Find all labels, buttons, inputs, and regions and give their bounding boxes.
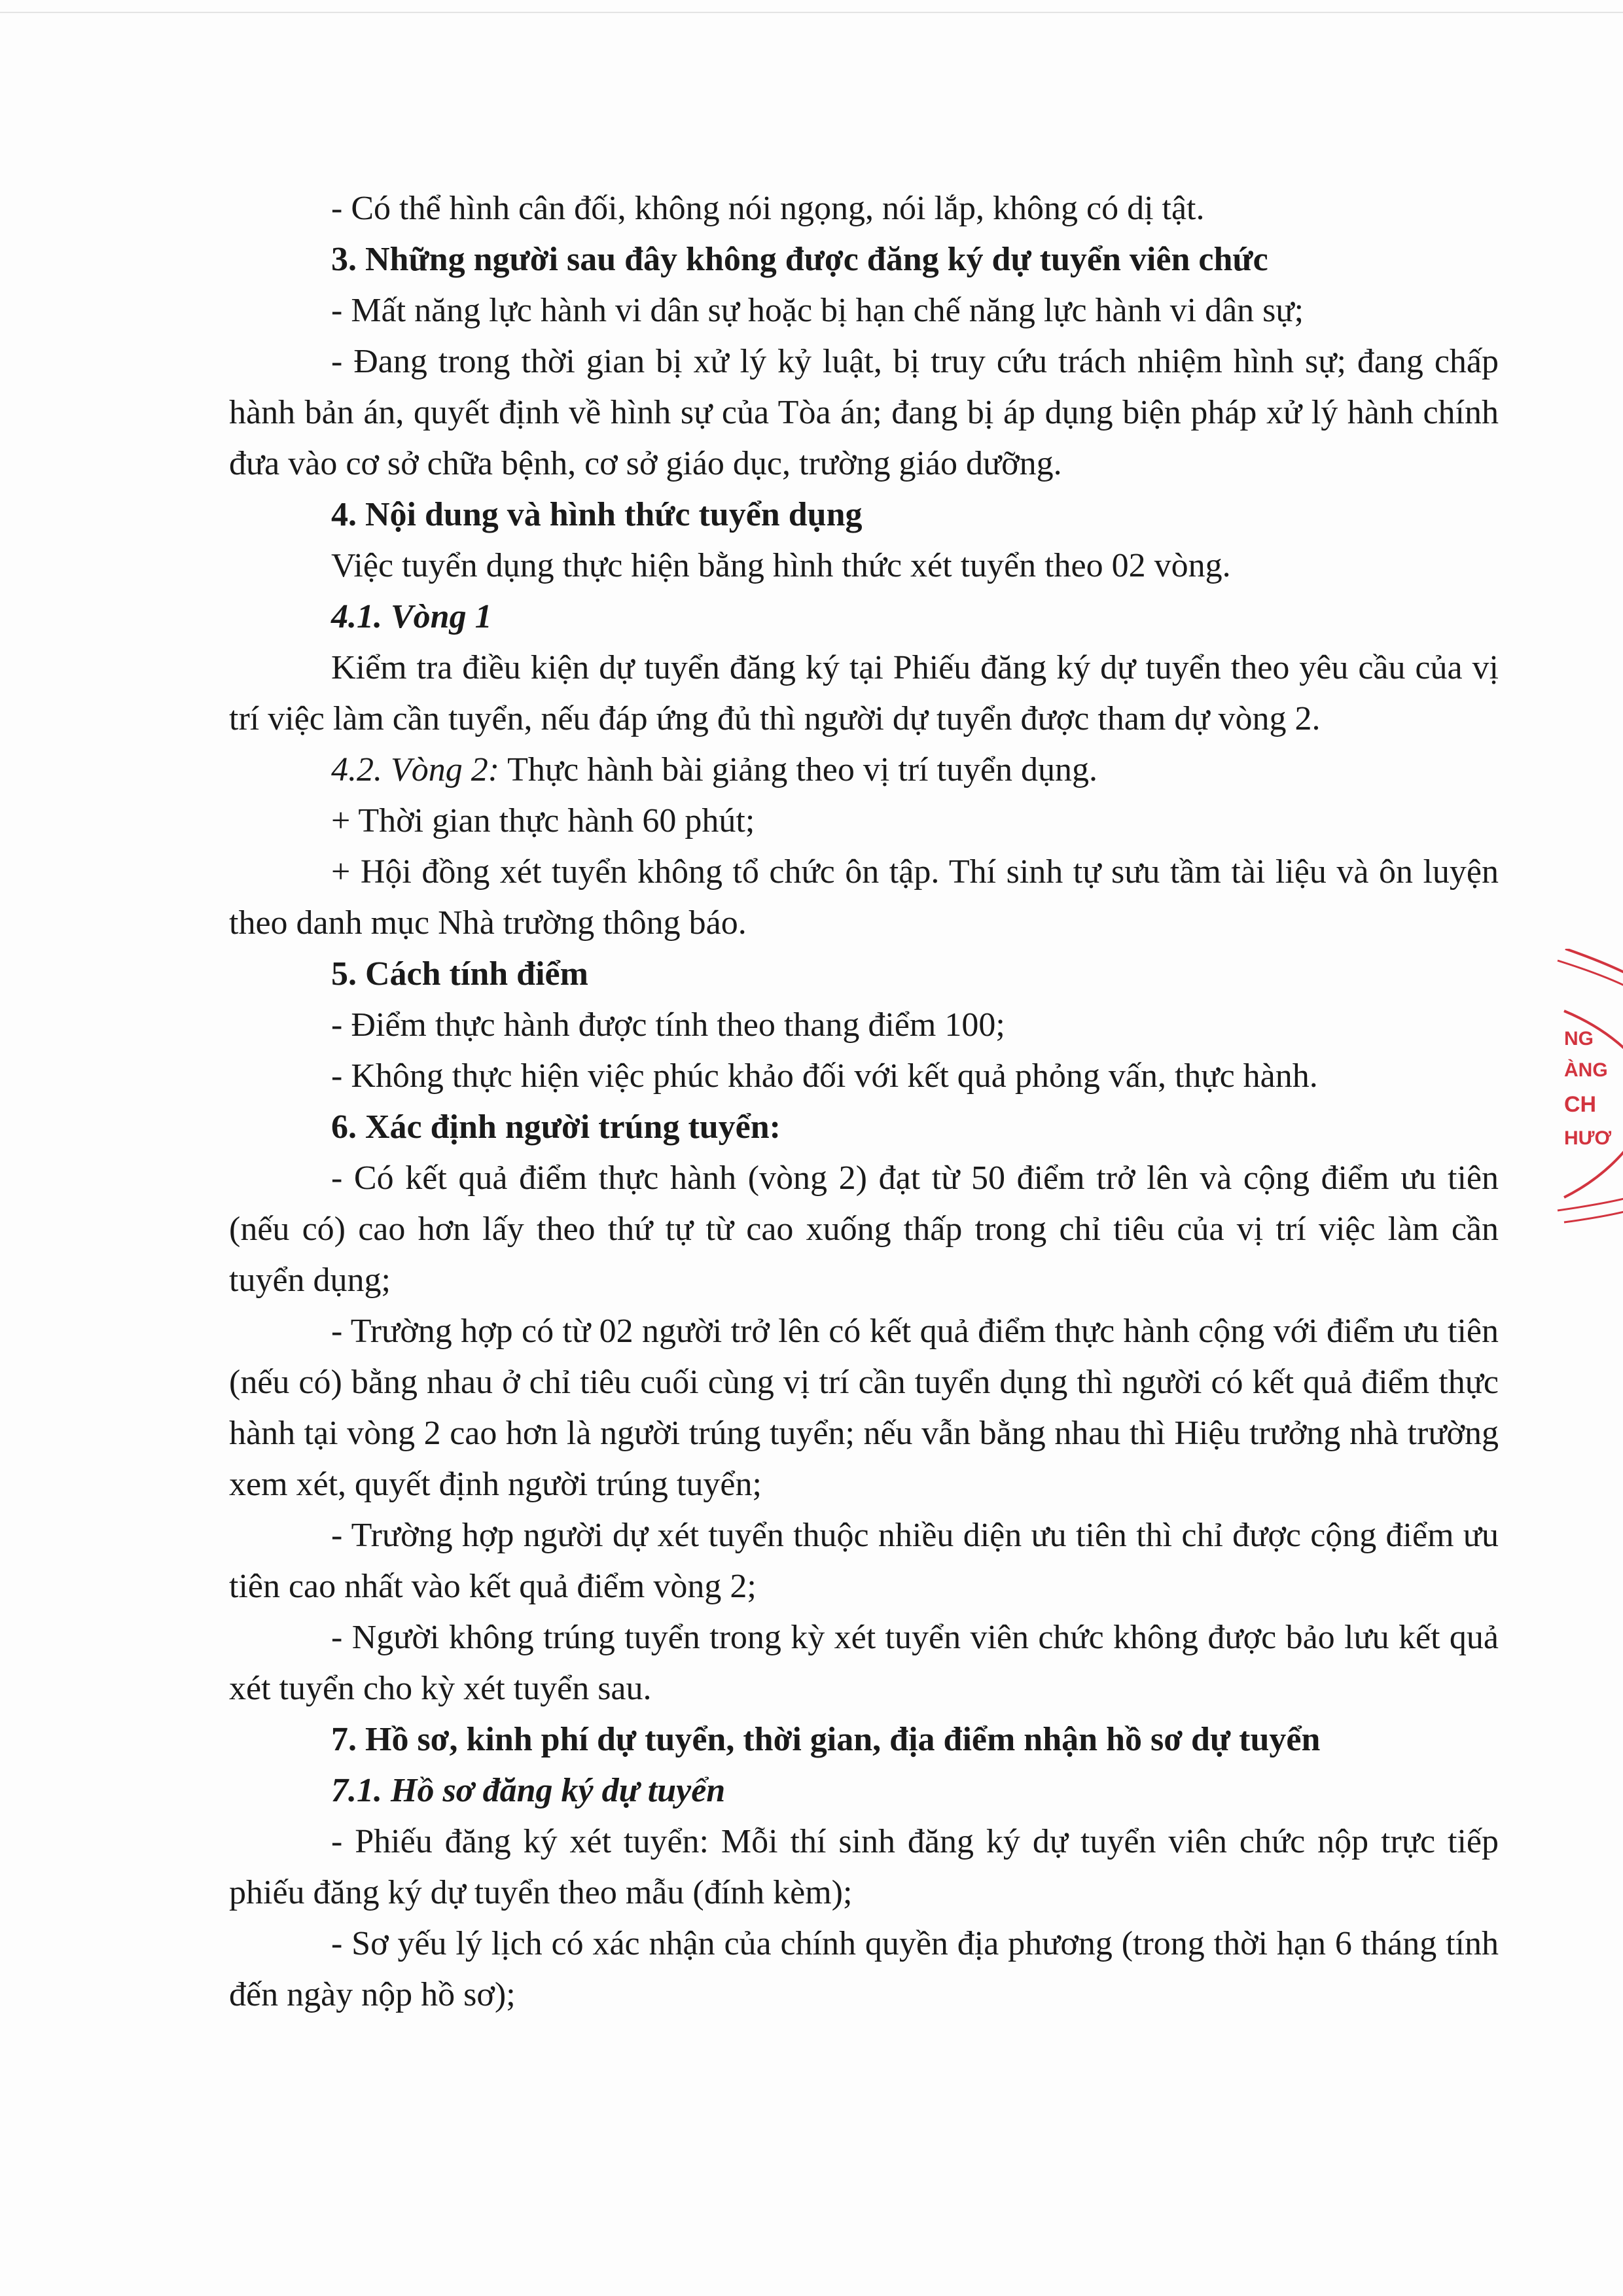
paragraph: - Không thực hiện việc phúc khảo đối với kết quả phỏng vấn, thực hành. — [331, 1057, 1318, 1095]
paragraph: - Người không trúng tuyển trong kỳ xét tuyển viên chức không được bảo lưu kết quả xét tuyển cho kỳ xét tuyển sau. — [229, 1619, 1499, 1707]
seal-text: CH — [1564, 1092, 1597, 1117]
paragraph: + Hội đồng xét tuyển không tổ chức ôn tập. Thí sinh tự sưu tầm tài liệu và ôn luyện theo danh mục Nhà trường thông báo. — [229, 853, 1499, 942]
document-body — [229, 183, 1499, 2021]
paragraph: - Mất năng lực hành vi dân sự hoặc bị hạn chế năng lực hành vi dân sự; — [331, 292, 1304, 329]
paragraph: - Trường hợp có từ 02 người trở lên có kết quả điểm thực hành cộng với điểm ưu tiên (nếu có) bằng nhau ở chỉ tiêu cuối cùng vị trí cần tuyển dụng thì người có kết quả điểm thực hành tại vòng 2 cao hơn là người trúng tuyển; nếu vẫn bằng nhau thì Hiệu trưởng nhà trường xem xét, quyết định người trúng tuyển; — [229, 1313, 1499, 1503]
subsection-heading: 7.1. Hồ sơ đăng ký dự tuyển — [331, 1772, 726, 1809]
subsection-heading: 4.1. Vòng 1 — [331, 598, 492, 635]
paragraph: Việc tuyển dụng thực hiện bằng hình thức xét tuyển theo 02 vòng. — [331, 547, 1231, 584]
paragraph: - Có thể hình cân đối, không nói ngọng, nói lắp, không có dị tật. — [331, 190, 1205, 227]
section-heading: 7. Hồ sơ, kinh phí dự tuyển, thời gian, địa điểm nhận hồ sơ dự tuyển — [331, 1721, 1321, 1758]
seal-text: HƯƠ — [1564, 1127, 1612, 1149]
page-top-edge — [0, 12, 1623, 13]
paragraph: - Sơ yếu lý lịch có xác nhận của chính quyền địa phương (trong thời hạn 6 tháng tính đến ngày nộp hồ sơ); — [229, 1925, 1499, 2013]
section-heading: 6. Xác định người trúng tuyển: — [331, 1108, 781, 1146]
paragraph: - Phiếu đăng ký xét tuyển: Mỗi thí sinh đăng ký dự tuyển viên chức nộp trực tiếp phiếu đăng ký dự tuyển theo mẫu (đính kèm); — [229, 1823, 1499, 1911]
paragraph: - Có kết quả điểm thực hành (vòng 2) đạt từ 50 điểm trở lên và cộng điểm ưu tiên (nếu có) cao hơn lấy theo thứ tự từ cao xuống thấp trong chỉ tiêu của vị trí việc làm cần tuyển dụng; — [229, 1159, 1499, 1299]
seal-text: NG — [1564, 1028, 1594, 1050]
section-heading: 4. Nội dung và hình thức tuyển dụng — [331, 496, 863, 533]
paragraph: - Trường hợp người dự xét tuyển thuộc nhiều diện ưu tiên thì chỉ được cộng điểm ưu tiên cao nhất vào kết quả điểm vòng 2; — [229, 1517, 1499, 1605]
paragraph-mixed — [229, 745, 1499, 796]
section-heading: 5. Cách tính điểm — [331, 955, 588, 993]
red-seal-fragment — [1551, 949, 1623, 1224]
subsection-lead: 4.2. Vòng 2: — [331, 751, 500, 788]
paragraph: - Đang trong thời gian bị xử lý kỷ luật, bị truy cứu trách nhiệm hình sự; đang chấp hành bản án, quyết định về hình sự của Tòa án; đang bị áp dụng biện pháp xử lý hành chính đưa vào cơ sở chữa bệnh, cơ sở giáo dục, trường giáo dưỡng. — [229, 343, 1499, 482]
section-heading: 3. Những người sau đây không được đăng ký dự tuyển viên chức — [331, 241, 1268, 278]
seal-text: ÀNG — [1564, 1059, 1608, 1081]
paragraph: + Thời gian thực hành 60 phút; — [331, 802, 755, 839]
seal-ring-icon — [1551, 949, 1623, 1224]
paragraph: Kiểm tra điều kiện dự tuyển đăng ký tại Phiếu đăng ký dự tuyển theo yêu cầu của vị trí việc làm cần tuyển, nếu đáp ứng đủ thì người dự tuyển được tham dự vòng 2. — [229, 649, 1499, 737]
paragraph-text: Thực hành bài giảng theo vị trí tuyển dụng. — [499, 751, 1098, 788]
paragraph: - Điểm thực hành được tính theo thang điểm 100; — [331, 1006, 1005, 1044]
